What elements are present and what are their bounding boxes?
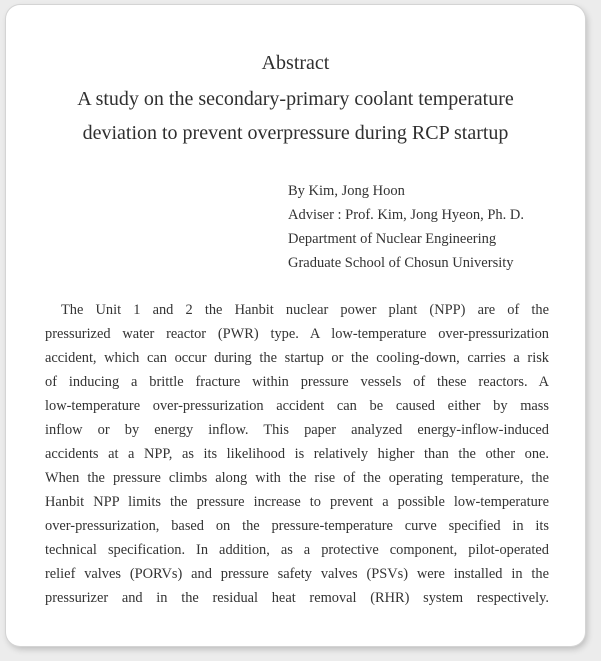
adviser-name: Adviser : Prof. Kim, Jong Hyeon, Ph. D.: [288, 207, 525, 223]
body-line: When the pressure climbs along with the rise of the operating temperature, the: [45, 470, 549, 486]
body-line: of inducing a brittle fracture within pressure vessels of these reactors. A: [45, 374, 549, 390]
abstract-title: Abstract: [261, 52, 330, 74]
body-line: inflow or by energy inflow. This paper analyzed energy-inflow-induced: [45, 422, 549, 438]
thesis-title-line-2: deviation to prevent overpressure during RCP startup: [82, 122, 509, 144]
body-line: pressurized water reactor (PWR) type. A low-temperature over-pressurization: [45, 326, 549, 342]
abstract-body: [45, 298, 549, 610]
body-line: accident, which can occur during the startup or the cooling-down, carries a risk: [45, 350, 549, 366]
author-block: [288, 179, 524, 275]
body-line: Hanbit NPP limits the pressure increase to prevent a possible low-temperature: [45, 494, 549, 510]
school-name: Graduate School of Chosun University: [288, 255, 514, 271]
thesis-title-line-1: A study on the secondary-primary coolant temperature: [77, 88, 514, 110]
body-line: The Unit 1 and 2 the Hanbit nuclear power plant (NPP) are of the: [61, 302, 549, 318]
body-line: accidents at a NPP, as its likelihood is relatively higher than the other one.: [45, 446, 549, 462]
author-name: By Kim, Jong Hoon: [288, 183, 405, 199]
document-page: [6, 5, 585, 646]
body-line: pressurizer and in the residual heat removal (RHR) system respectively.: [45, 590, 549, 606]
body-line: over-pressurization, based on the pressure-temperature curve specified in its: [45, 518, 549, 534]
body-line: technical specification. In addition, as a protective component, pilot-operated: [45, 542, 549, 558]
body-line: low-temperature over-pressurization accident can be caused either by mass: [45, 398, 549, 414]
department-name: Department of Nuclear Engineering: [288, 231, 497, 247]
body-line: relief valves (PORVs) and pressure safety valves (PSVs) were installed in the: [45, 566, 549, 582]
